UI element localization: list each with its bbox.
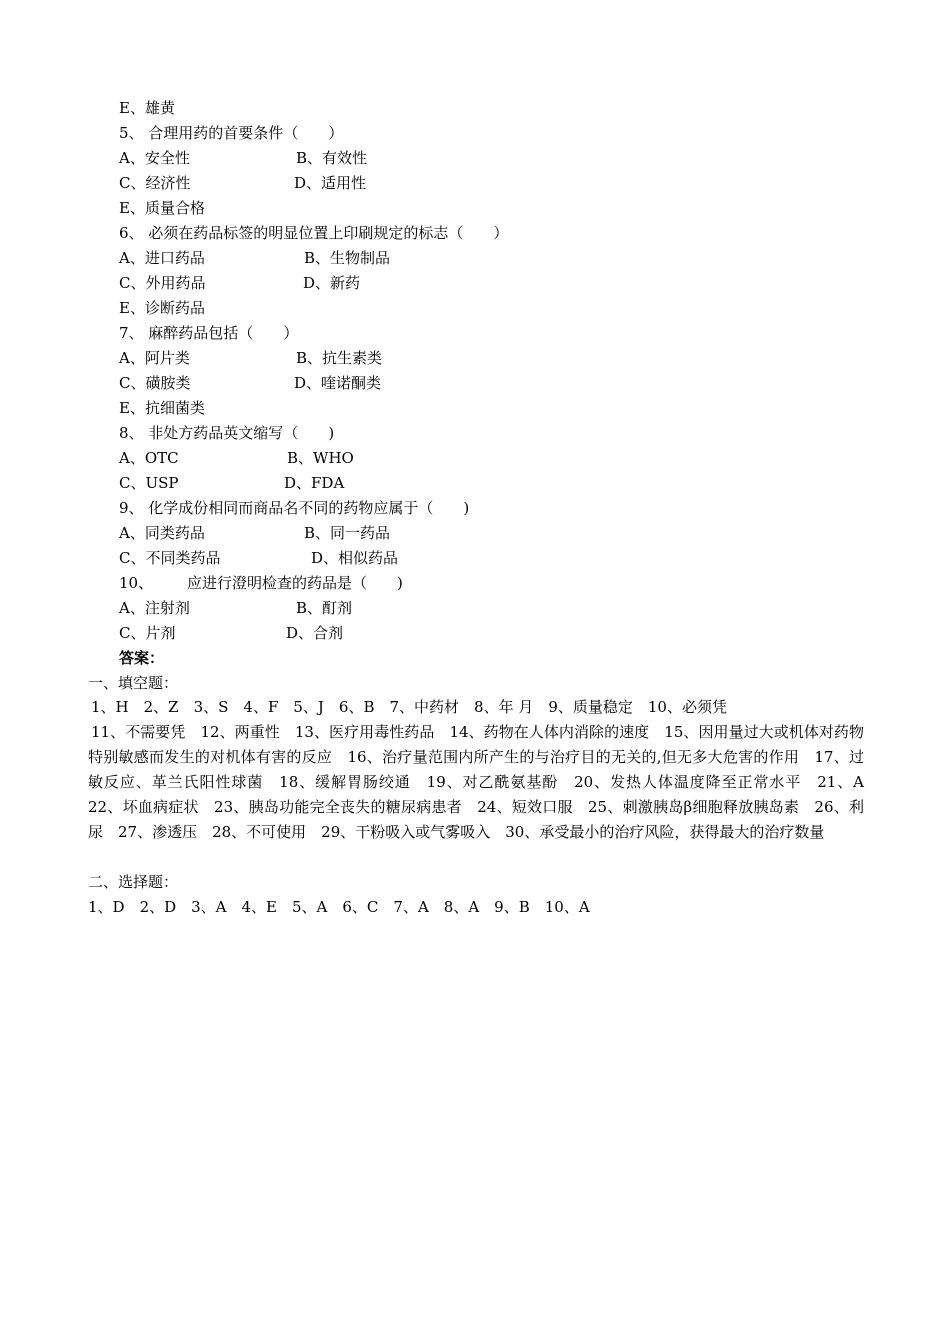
option-e-q7: E、抗细菌类 bbox=[119, 399, 205, 417]
option-c-q6: C、外用药品 bbox=[119, 274, 206, 292]
choice-answers-line: 1、D 2、D 3、A 4、E 5、A 6、C 7、A 8、A 9、B 10、A bbox=[88, 898, 590, 916]
option-c-q7: C、磺胺类 bbox=[119, 374, 191, 392]
option-c-q5: C、经济性 bbox=[119, 174, 191, 192]
option-d-q7: D、喹诺酮类 bbox=[294, 374, 382, 392]
option-d-q5: D、适用性 bbox=[294, 174, 367, 192]
option-a-q8: A、OTC bbox=[119, 449, 179, 467]
option-a-q10: A、注射剂 bbox=[119, 599, 190, 617]
option-a-q5: A、安全性 bbox=[119, 149, 190, 167]
option-d-q9: D、相似药品 bbox=[311, 549, 399, 567]
choice-heading: 二、选择题： bbox=[88, 873, 179, 891]
option-e-q6: E、诊断药品 bbox=[119, 299, 205, 317]
option-b-q8: B、WHO bbox=[287, 449, 354, 467]
option-d-q8: D、FDA bbox=[284, 474, 345, 492]
question-6: 6、 必须在药品标签的明显位置上印刷规定的标志（ ） bbox=[119, 224, 509, 242]
question-10: 应进行澄明检查的药品是（ ) bbox=[187, 574, 403, 592]
option-a-q6: A、进口药品 bbox=[119, 249, 205, 267]
fill-in-answers-line-1: 1、H 2、Z 3、S 4、F 5、J 6、B 7、中药材 8、年 月 9、质量稳定 10、必须凭 bbox=[91, 698, 727, 716]
fill-in-heading: 一、填空题： bbox=[88, 674, 179, 692]
question-7: 7、 麻醉药品包括（ ） bbox=[119, 324, 299, 342]
option-b-q6: B、生物制品 bbox=[304, 249, 391, 267]
option-c-q8: C、USP bbox=[119, 474, 179, 492]
option-c-q10: C、片剂 bbox=[119, 624, 176, 642]
option-b-q7: B、抗生素类 bbox=[296, 349, 383, 367]
option-e-q5: E、质量合格 bbox=[119, 199, 205, 217]
option-b-q9: B、同一药品 bbox=[304, 524, 391, 542]
question-9: 9、 化学成份相同而商品名不同的药物应属于（ ) bbox=[119, 499, 470, 517]
option-d-q10: D、合剂 bbox=[286, 624, 344, 642]
option-e-q4: E、雄黄 bbox=[119, 99, 175, 117]
question-5: 5、 合理用药的首要条件（ ） bbox=[119, 124, 344, 142]
fill-in-answers-paragraph: 11、不需要凭 12、两重性 13、医疗用毒性药品 14、药物在人体内消除的速度 15、因用量过大或机体对药物特别敏感而发生的对机体有害的反应 16、治疗量范围内所产生的与治疗目的无关的,但无多大危害的作用 17、过敏反应、革兰氏阳性球菌 18、缓解胃肠绞通 19、对乙酰氨基酚 20、发热人体温度降至正常水平 21、A 22、坏血病症状 23、胰岛功能完全丧失的糖尿病患者 24、短效口服 25、刺激胰岛β细胞释放胰岛素 26、利尿 27、渗透压 28、不可使用 29、干粉吸入或气雾吸入 30、承受最小的治疗风险，获得最大的治疗数量 bbox=[88, 723, 880, 841]
option-c-q9: C、不同类药品 bbox=[119, 549, 221, 567]
option-b-q5: B、有效性 bbox=[296, 149, 368, 167]
option-a-q9: A、同类药品 bbox=[119, 524, 205, 542]
question-8: 8、 非处方药品英文缩写（ ) bbox=[119, 424, 335, 442]
question-10-number: 10、 bbox=[119, 574, 154, 592]
option-b-q10: B、酊剂 bbox=[296, 599, 353, 617]
option-a-q7: A、阿片类 bbox=[119, 349, 190, 367]
answers-heading: 答案： bbox=[119, 649, 165, 667]
option-d-q6: D、新药 bbox=[303, 274, 361, 292]
